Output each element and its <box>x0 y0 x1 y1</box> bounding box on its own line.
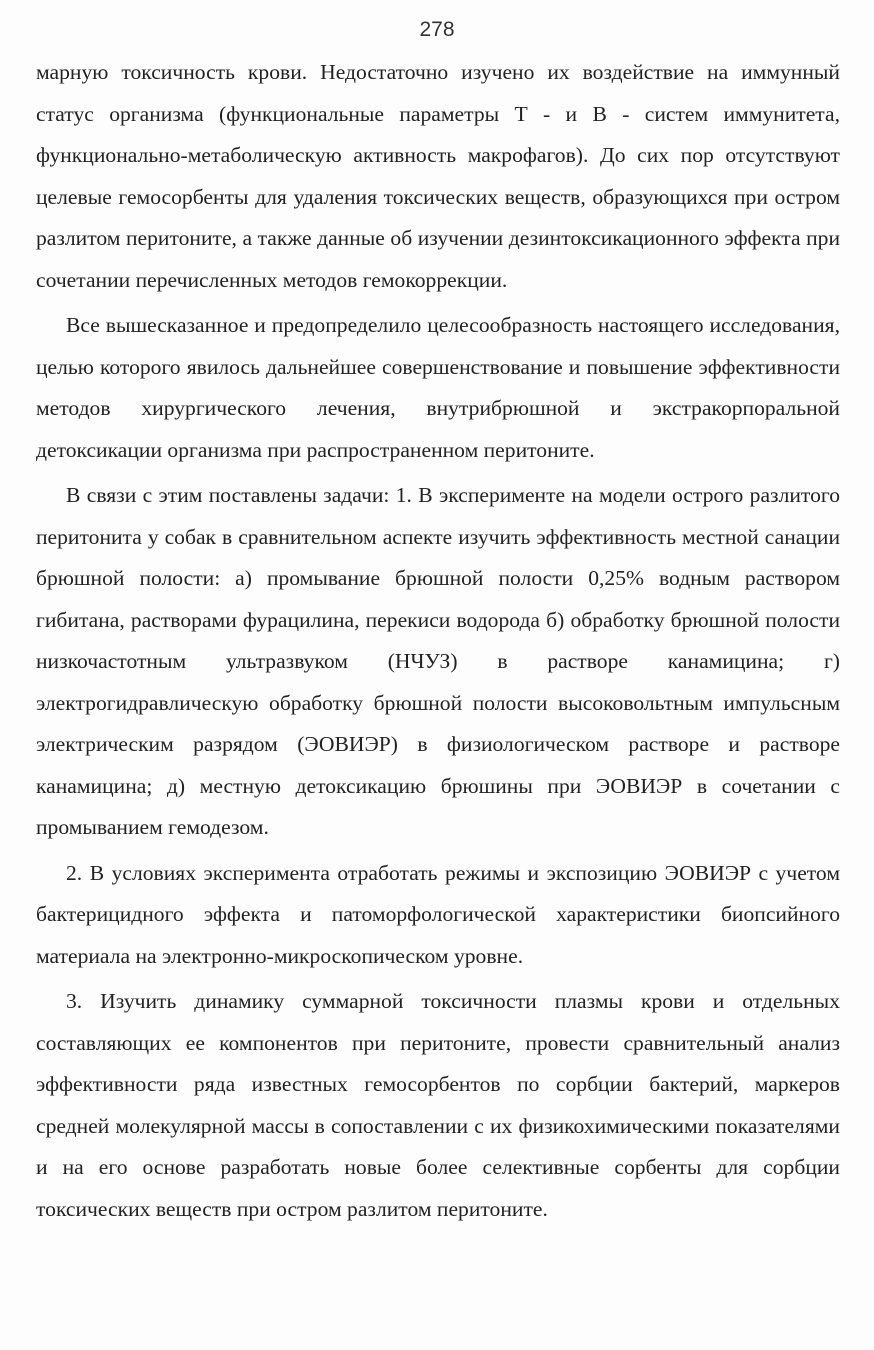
paragraph-task-3: 3. Изучить динамику суммарной токсичности плазмы крови и отдельных составляющих ее компонентов при перитоните, провести сравнительный анализ эффективности ряда известных гемосорбентов по сорбции бактерий, маркеров средней молекулярной массы в сопоставлении с их физикохимическими показателями и на его основе разработать новые более селективные сорбенты для сорбции токсических веществ при остром разлитом перитоните. <box>36 989 840 1221</box>
paragraph-research-aim: Все вышесказанное и предопределило целесообразность настоящего исследования, целью которого явилось дальнейшее совершенствование и повышение эффективности методов хирургического лечения, внутрибрюшной и экстракорпоральной детоксикации организма при распространенном перитоните. <box>36 313 840 462</box>
body-text <box>36 52 840 1234</box>
paragraph-task-1: В связи с этим поставлены задачи: 1. В эксперименте на модели острого разлитого перитонита у собак в сравнительном аспекте изучить эффективность местной санации брюшной полости: а) промывание брюшной полости 0,25% водным раствором гибитана, растворами фурацилина, перекиси водорода б) обработку брюшной полости низкочастотным ультразвуком (НЧУЗ) в растворе канамицина; г) электрогидравлическую обработку брюшной полости высоковольтным импульсным электрическим разрядом (ЭОВИЭР) в физиологическом растворе и растворе канамицина; д) местную детоксикацию брюшины при ЭОВИЭР в сочетании с промыванием гемодезом. <box>36 483 840 839</box>
paragraph-continuation: марную токсичность крови. Недостаточно изучено их воздействие на иммунный статус организма (функциональные параметры Т - и В - систем иммунитета, функционально-метаболическую активность макрофагов). До сих пор отсутствуют целевые гемосорбенты для удаления токсических веществ, образующихся при остром разлитом перитоните, а также данные об изучении дезинтоксикационного эффекта при сочетании перечисленных методов гемокоррекции. <box>36 60 840 292</box>
page-number: 278 <box>419 18 455 41</box>
paragraph-task-2: 2. В условиях эксперимента отработать режимы и экспозицию ЭОВИЭР с учетом бактерицидного эффекта и патоморфологической характеристики биопсийного материала на электронно-микроскопическом уровне. <box>36 860 840 968</box>
